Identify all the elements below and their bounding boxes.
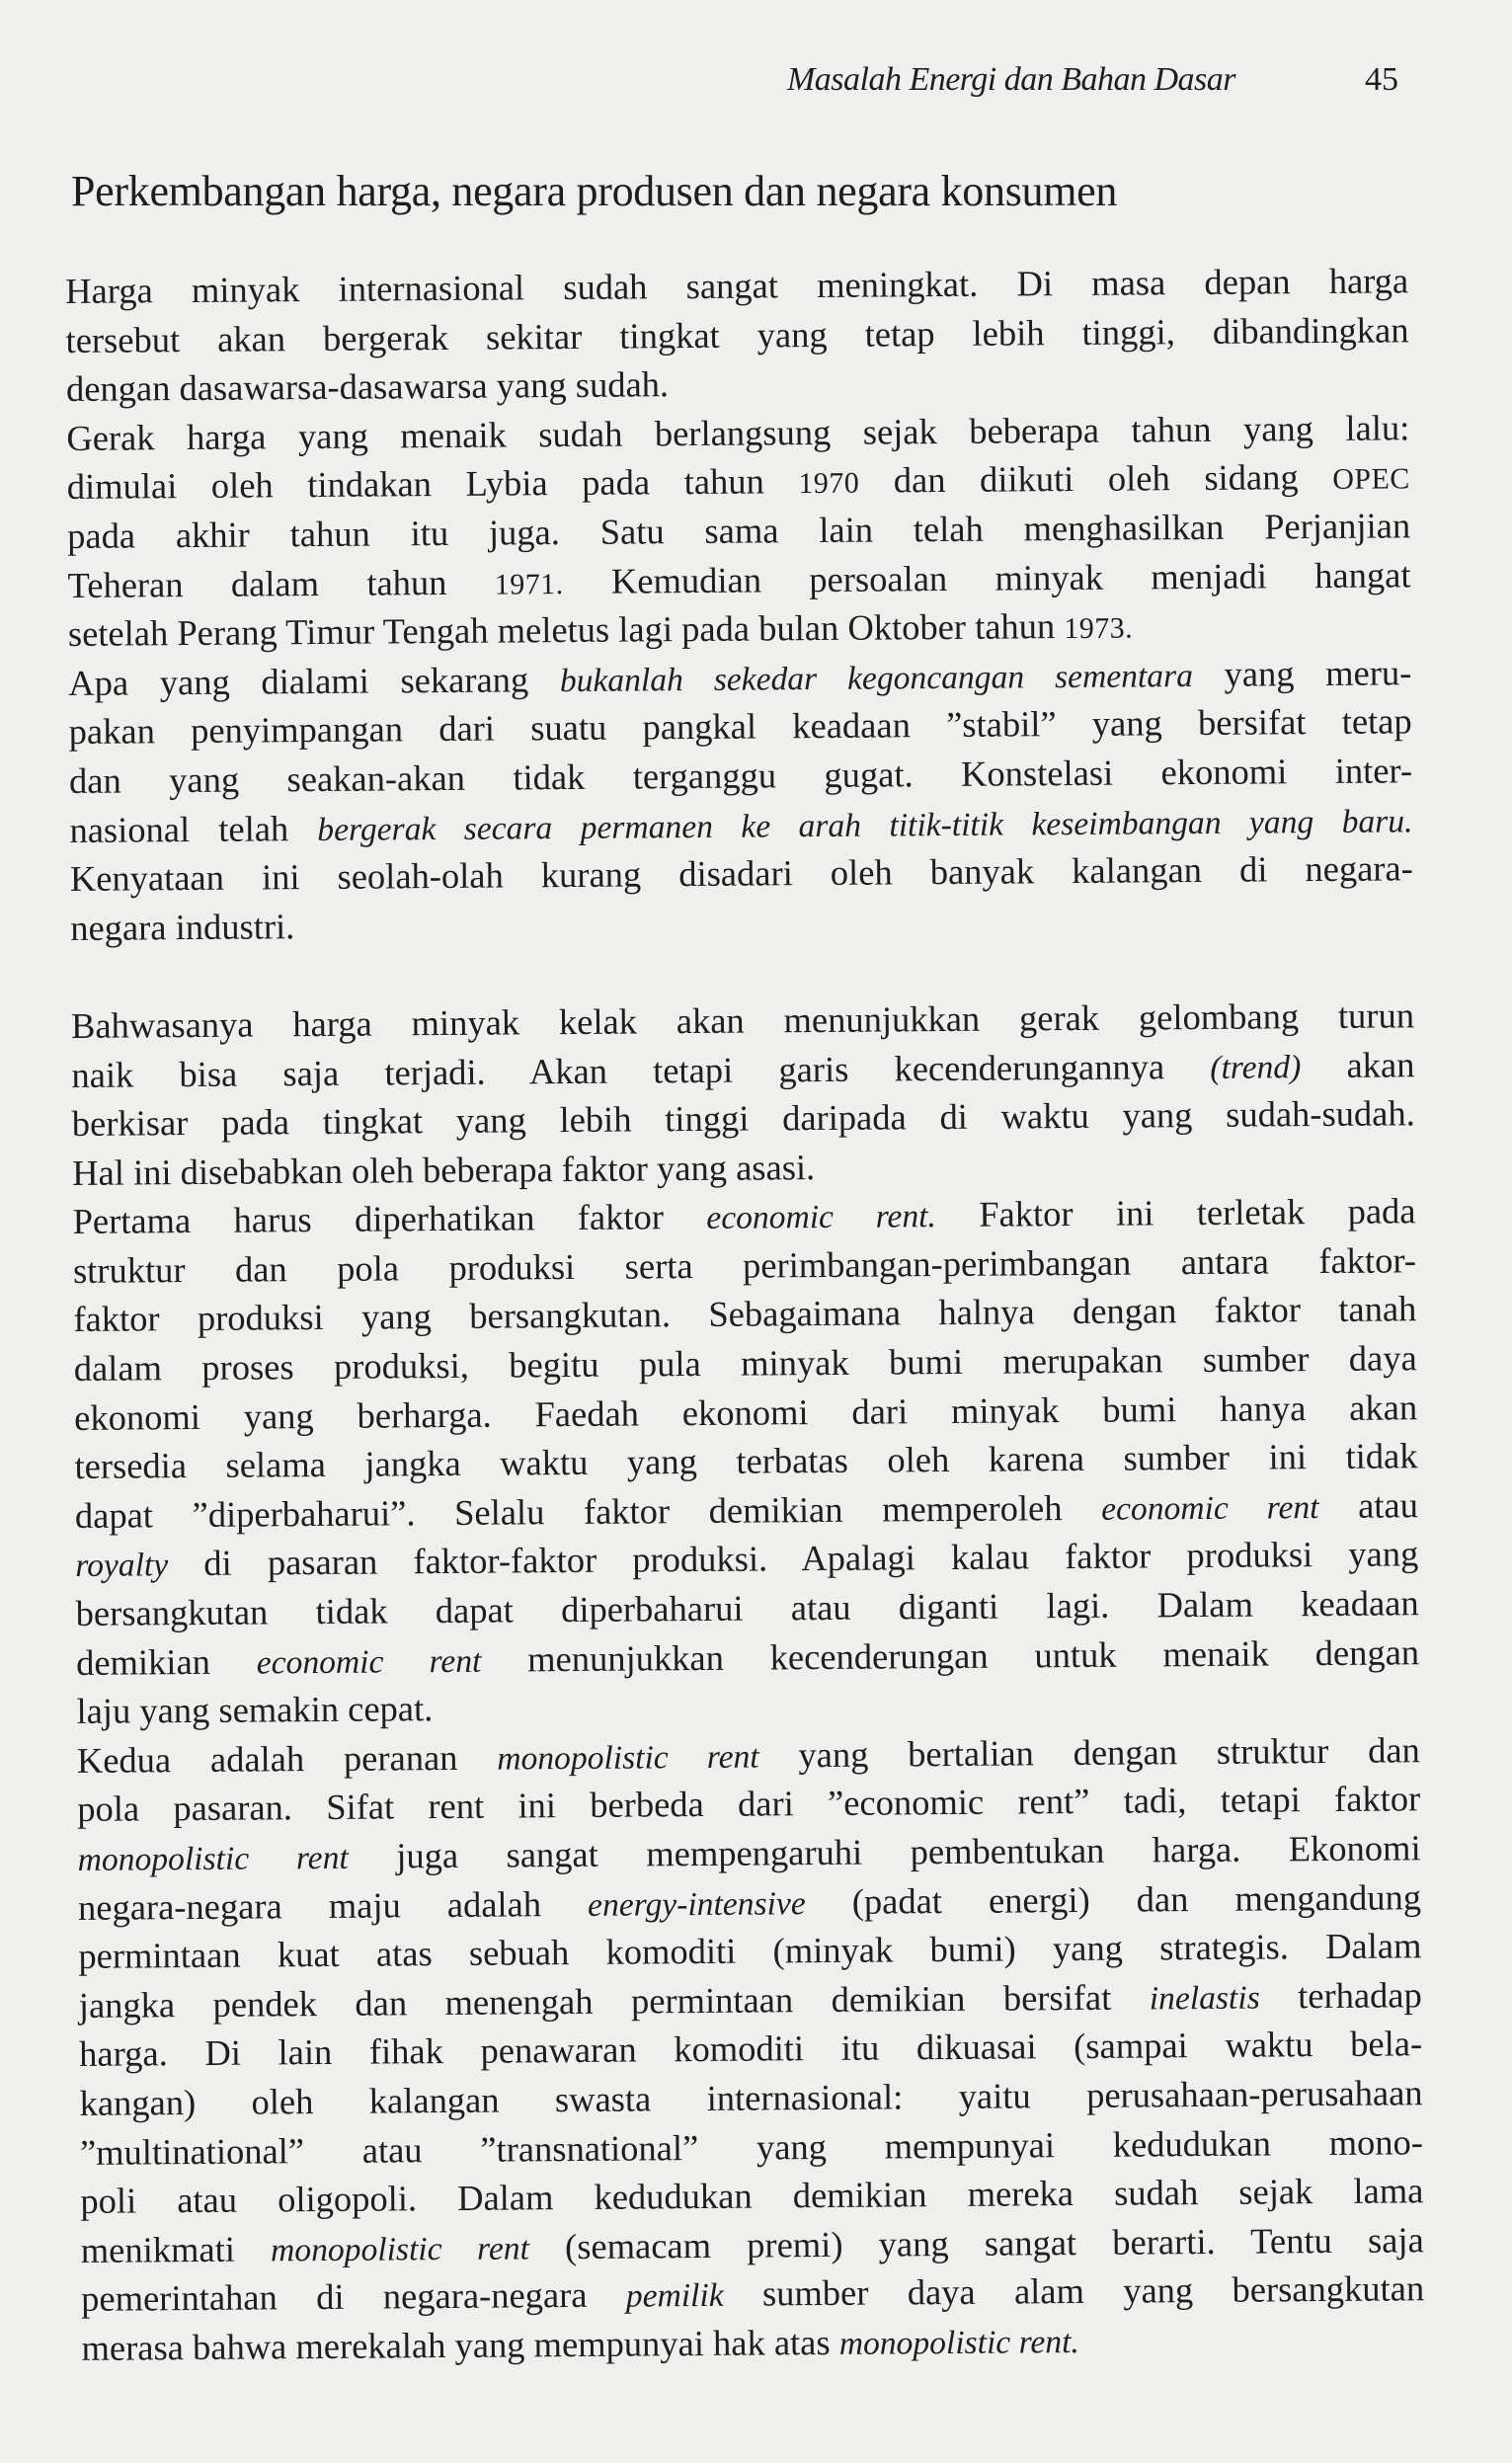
italic-text: economic rent (1101, 1488, 1319, 1528)
paragraph (77, 1725, 1425, 2372)
text-segment: ekonomi yang berharga. Faedah ekonomi dari minyak bumi hanya akan (73, 1386, 1418, 1438)
text-segment: pola pasaran. Sifat rent ini berbeda dari ”economic rent” tadi, tetapi faktor (77, 1778, 1421, 1830)
text-segment: negara-negara maju adalah (77, 1882, 589, 1928)
small-caps-text: 1970 (798, 467, 860, 501)
paragraph (66, 403, 1411, 659)
text-segment: (padat energi) dan mengandung (805, 1875, 1422, 1922)
text-segment: laju yang semakin cepat. (76, 1688, 434, 1732)
running-head-title: Masalah Energi dan Bahan Dasar (786, 61, 1235, 98)
paragraph (65, 256, 1409, 413)
italic-text: pemilik (625, 2277, 724, 2315)
italic-text: monopolistic rent. (838, 2323, 1080, 2362)
text-segment: Pertama harus diperhatikan faktor (72, 1196, 707, 1242)
text-segment: dan yang seakan-akan tidak terganggu gugat. Konstelasi ekonomi inter- (68, 750, 1413, 801)
text-segment: tersebut akan bergerak sekitar tingkat yang tetap lebih tinggi, dibandingkan (65, 308, 1409, 360)
page-number: 45 (1365, 61, 1398, 98)
text-segment: Hal ini disebabkan oleh beberapa faktor yang asasi. (72, 1146, 816, 1193)
text-segment: ”multinational” atau ”transnational” yang mempunyai kedudukan mono- (79, 2120, 1424, 2173)
text-segment: Apa yang dialami sekarang (68, 658, 561, 703)
italic-text: economic rent (256, 1642, 482, 1682)
italic-text: inelastis (1149, 1979, 1260, 2018)
text-segment: demikian (75, 1640, 257, 1683)
paragraph (68, 648, 1413, 952)
text-segment: Gerak harga yang menaik sudah berlangsung sejak beberapa tahun yang lalu: (66, 407, 1410, 458)
text-segment: menikmati (80, 2228, 272, 2270)
text-segment: faktor produksi yang bersangkutan. Sebagaimana halnya dengan faktor tanah (73, 1288, 1417, 1340)
text-segment: dalam proses produksi, begitu pula minyak bumi merupakan sumber daya (73, 1337, 1417, 1390)
small-caps-text: 1973. (1064, 611, 1134, 646)
text-segment: di pasaran faktor-faktor produksi. Apalagi kalau faktor produksi yang (168, 1533, 1419, 1584)
text-segment: juga sangat mempengaruhi pembentukan harga. Ekonomi (348, 1827, 1421, 1876)
text-segment: dapat ”diperbaharui”. Selalu faktor demikian memperoleh (74, 1486, 1102, 1536)
italic-text: royalty (75, 1547, 169, 1585)
text-segment: dan diikuti oleh sidang (859, 456, 1333, 502)
text-segment: setelah Perang Timur Tengah meletus lagi pada bulan Oktober tahun (67, 605, 1065, 655)
text-segment: naik bisa saja terjadi. Akan tetapi garis kecenderungannya (71, 1045, 1211, 1095)
text-segment: bersangkutan tidak dapat diperbaharui atau diganti lagi. Dalam keadaan (75, 1582, 1419, 1633)
text-segment: Kenyataan ini seolah-olah kurang disadari oleh banyak kalangan di negara- (69, 847, 1413, 900)
small-caps-text: 1971. (494, 567, 564, 601)
running-head (0, 61, 1512, 111)
text-segment: yang bertalian dengan struktur dan (758, 1729, 1420, 1776)
text-segment: permintaan kuat atas sebuah komoditi (minyak bumi) yang strategis. Dalam (78, 1925, 1422, 1977)
italic-text: economic rent. (706, 1198, 937, 1237)
text-segment: sumber daya alam yang bersangkutan (723, 2267, 1425, 2315)
text-segment: yang meru- (1192, 652, 1412, 694)
text-segment: merasa bahwa merekalah yang mempunyai hak atas (81, 2321, 839, 2368)
italic-text: (trend) (1210, 1048, 1302, 1086)
text-segment: jangka pendek dan menengah permintaan demikian bersifat (78, 1976, 1150, 2026)
italic-text: monopolistic rent (497, 1738, 759, 1778)
body-text (65, 256, 1425, 2372)
text-segment: dimulai oleh tindakan Lybia pada tahun (66, 460, 799, 508)
text-segment: terhadap (1259, 1974, 1422, 2017)
text-segment: dengan dasawarsa-dasawarsa yang sudah. (65, 363, 670, 410)
text-segment: akan (1301, 1043, 1415, 1085)
text-segment: Faktor ini terletak pada (935, 1190, 1416, 1235)
paragraph (71, 991, 1416, 1197)
text-segment: pemerintahan di negara-negara (81, 2273, 626, 2320)
text-segment: tersedia selama jangka waktu yang terbatas oleh karena sumber ini tidak (74, 1435, 1418, 1487)
italic-text: bergerak secara permanen ke arah titik-titik keseimbangan yang baru. (317, 802, 1413, 848)
italic-text: bukanlah sekedar kegoncangan sementara (559, 657, 1194, 699)
text-line (81, 2264, 1424, 2324)
text-segment: poli atau oligopoli. Dalam kedudukan demikian mereka sudah sejak lama (80, 2170, 1424, 2222)
text-segment: Bahwasanya harga minyak kelak akan menunjukkan gerak gelombang turun (70, 994, 1415, 1046)
text-segment: pada akhir tahun itu juga. Satu sama lain telah menghasilkan Perjanjian (66, 505, 1411, 556)
text-segment: harga. Di lain fihak penawaran komoditi itu dikuasai (sampai waktu bela- (79, 2023, 1423, 2075)
small-caps-text: OPEC (1332, 462, 1410, 497)
italic-text: energy-intensive (587, 1884, 806, 1924)
text-segment: (semacam premi) yang sangat berarti. Tentu saja (528, 2219, 1424, 2267)
text-segment: negara industri. (70, 905, 295, 948)
text-line (81, 2313, 1424, 2372)
text-segment: berkisar pada tingkat yang lebih tinggi daripada di waktu yang sudah-sudah. (71, 1092, 1415, 1145)
text-segment: Teheran dalam tahun (67, 561, 495, 605)
text-segment: Kemudian persoalan minyak menjadi hangat (563, 553, 1411, 601)
section-heading: Perkembangan harga, negara produsen dan negara konsumen (71, 167, 1118, 215)
italic-text: monopolistic rent (77, 1839, 349, 1878)
paragraph (72, 1187, 1419, 1736)
text-segment: menunjukkan kecenderungan untuk menaik dengan (481, 1630, 1420, 1680)
text-segment: struktur dan pola produksi serta perimbangan-perimbangan antara faktor- (72, 1239, 1417, 1291)
text-segment: kangan) oleh kalangan swasta internasional: yaitu perusahaan-perusahaan (79, 2072, 1423, 2123)
text-segment: Kedua adalah peranan (76, 1736, 498, 1781)
text-segment: Harga minyak internasional sudah sangat meningkat. Di masa depan harga (65, 260, 1409, 311)
text-segment: pakan penyimpangan dari suatu pangkal keadaan ”stabil” yang bersifat tetap (68, 700, 1412, 753)
italic-text: monopolistic rent (270, 2230, 530, 2269)
text-segment: nasional telah (69, 807, 318, 850)
text-segment: atau (1318, 1484, 1419, 1526)
